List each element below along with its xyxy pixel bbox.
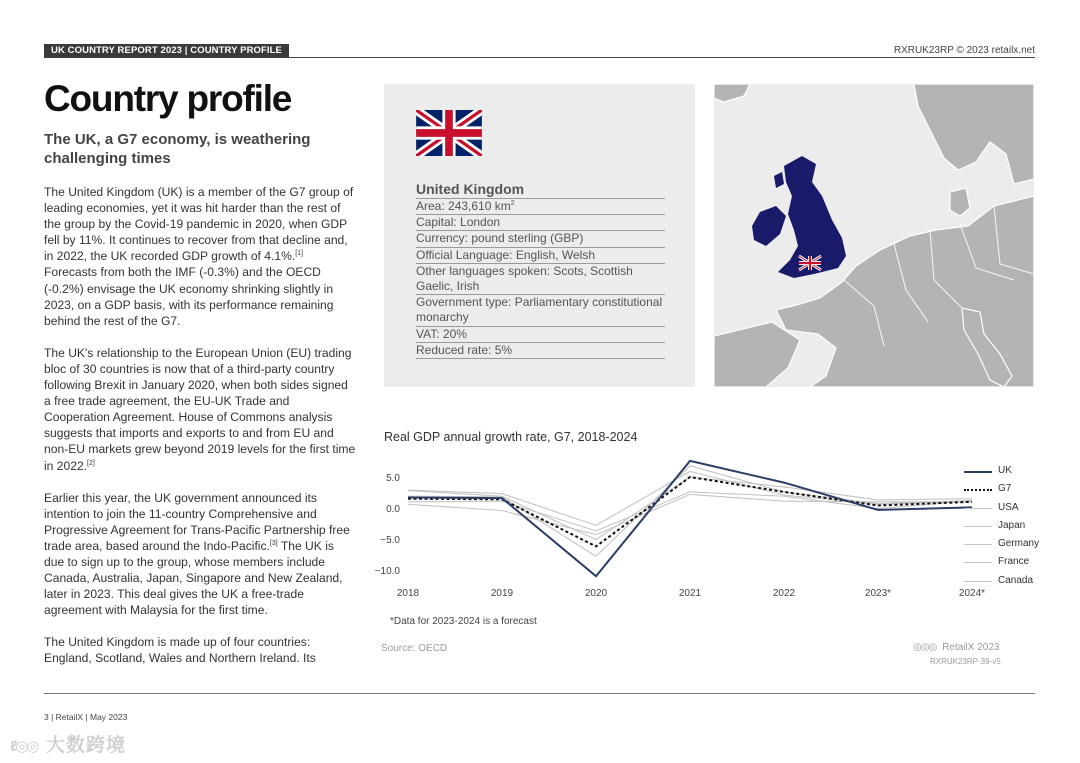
europe-map (714, 84, 1034, 387)
fact-reduced-rate: Reduced rate: 5% (416, 343, 665, 359)
legend-swatch (964, 471, 992, 473)
x-tick-label: 2018 (396, 588, 420, 599)
legend-item-g7 (964, 482, 1054, 500)
legend-label: UK (998, 465, 1012, 476)
y-tick-label: −5.0 (380, 535, 400, 546)
footer-rule (44, 693, 1035, 694)
x-tick-label: 2020 (584, 588, 608, 599)
y-tick-label: −10.0 (374, 566, 400, 577)
paragraph: The United Kingdom is made up of four countries: England, Scotland, Wales and Northern Ireland. Its (44, 635, 316, 666)
retailx-logo: ◎◎◎ RetailX 2023 (913, 642, 1000, 653)
legend-item-canada (964, 574, 1054, 592)
x-tick-label: 2019 (490, 588, 514, 599)
page-title: Country profile (44, 78, 292, 119)
legend-label: Germany (998, 538, 1040, 550)
fact-vat: VAT: 20% (416, 327, 665, 343)
chart-source: Source: OECD (381, 643, 448, 654)
paragraph: Earlier this year, the UK government announced its intention to join the 11-country Comprehensive and Progressive Agreement for Trans-Pacific Partnership free trade area, based around the Indo-Pacific.[3] The UK is due to sign up to the group, whose members include Canada, Australia, Japan, Singapore and New Zealand, later in 2023. This deal gives the UK a free-trade agreement with Malaysia for the first time. (44, 490, 350, 618)
x-tick-label: 2023* (864, 588, 892, 599)
uk-flag-icon (416, 110, 482, 156)
body-text (44, 184, 356, 683)
legend-label: USA (998, 501, 1019, 513)
retailx-dots-icon: ◎◎◎ (913, 642, 937, 653)
report-section-tag: UK COUNTRY REPORT 2023 | COUNTRY PROFILE (44, 44, 289, 57)
legend-item-uk (964, 464, 1054, 482)
legend-swatch (964, 562, 992, 563)
country-facts (416, 181, 665, 359)
forecast-note: *Data for 2023-2024 is a forecast (390, 616, 537, 627)
fact-area: Area: 243,610 $km^2$ (416, 199, 665, 215)
paragraph: The United Kingdom (UK) is a member of the G7 group of leading economies, yet it was hit harder than the rest of the group by the Covid-19 pandemic in 2020, when GDP fell by 11%. It continues to recover from that decline and, in 2022, the UK recorded GDP growth of 4.1%.[1] Forecasts from both the IMF (-0.3%) and the OECD (-0.2%) envisage the UK economy shrinking slightly in 2023, on a GDP basis, with its performance remaining behind the rest of the G7. (44, 185, 354, 328)
report-code: RXRUK23RP © 2023 retailx.net (893, 45, 1035, 56)
footnote-ref[interactable]: [2] (87, 459, 95, 467)
series-line-g7 (408, 477, 972, 546)
legend-label: Canada (998, 574, 1034, 586)
header-rule (44, 57, 1035, 58)
legend-item-japan (964, 519, 1054, 537)
y-tick-label: 0.0 (386, 504, 400, 515)
fact-capital: Capital: London (416, 215, 665, 231)
country-name: United Kingdom (416, 181, 665, 199)
country-profile-box (384, 84, 695, 387)
legend-item-france (964, 555, 1054, 573)
x-tick-label: 2024* (958, 588, 986, 599)
legend-swatch (964, 526, 992, 527)
legend-swatch (964, 581, 992, 582)
x-tick-label: 2021 (678, 588, 702, 599)
fact-currency: Currency: pound sterling (GBP) (416, 231, 665, 247)
legend-label: G7 (998, 483, 1012, 495)
chart-legend (964, 464, 1054, 592)
footer-text: 3 | RetailX | May 2023 (44, 712, 128, 722)
fact-other-languages: Other languages spoken: Scots, Scottish Gaelic, Irish (416, 264, 665, 295)
x-tick-label: 2022 (772, 588, 796, 599)
map-svg (714, 84, 1034, 387)
legend-item-usa (964, 501, 1054, 519)
legend-swatch (964, 544, 992, 545)
fact-government-type: Government type: Parliamentary constitutional monarchy (416, 295, 665, 326)
footnote-ref[interactable]: [1] (295, 250, 303, 258)
gdp-growth-chart (370, 452, 1050, 617)
y-tick-label: 5.0 (386, 473, 400, 484)
legend-item-germany (964, 537, 1054, 555)
paragraph: The UK's relationship to the European Union (EU) trading bloc of 30 countries is now that of a third-party country following Brexit in January 2020, when both sides signed a free trade agreement, the EU-UK Trade and Cooperation Agreement. House of Commons analysis suggests that imports and exports to and from EU and non-EU markets grew beyond 2019 levels for the first time in 2022.[2] (44, 345, 356, 473)
watermark: ℓ◎◎ 大数跨境 (10, 735, 127, 756)
chart-title: Real GDP annual growth rate, G7, 2018-2024 (384, 430, 638, 444)
watermark-logo-icon: ℓ◎◎ (10, 738, 38, 755)
fact-official-language: Official Language: English, Welsh (416, 248, 665, 264)
series-line-france (408, 466, 972, 557)
legend-label: Japan (998, 519, 1026, 531)
legend-label: France (998, 556, 1030, 568)
chart-ref-code: RXRUK23RP-39-v5 (930, 657, 1001, 666)
legend-swatch (964, 508, 992, 509)
series-line-japan (408, 494, 972, 534)
footnote-ref[interactable]: [3] (269, 539, 278, 547)
legend-swatch (964, 489, 992, 491)
page-subtitle: The UK, a G7 economy, is weathering challenging times (44, 131, 311, 167)
